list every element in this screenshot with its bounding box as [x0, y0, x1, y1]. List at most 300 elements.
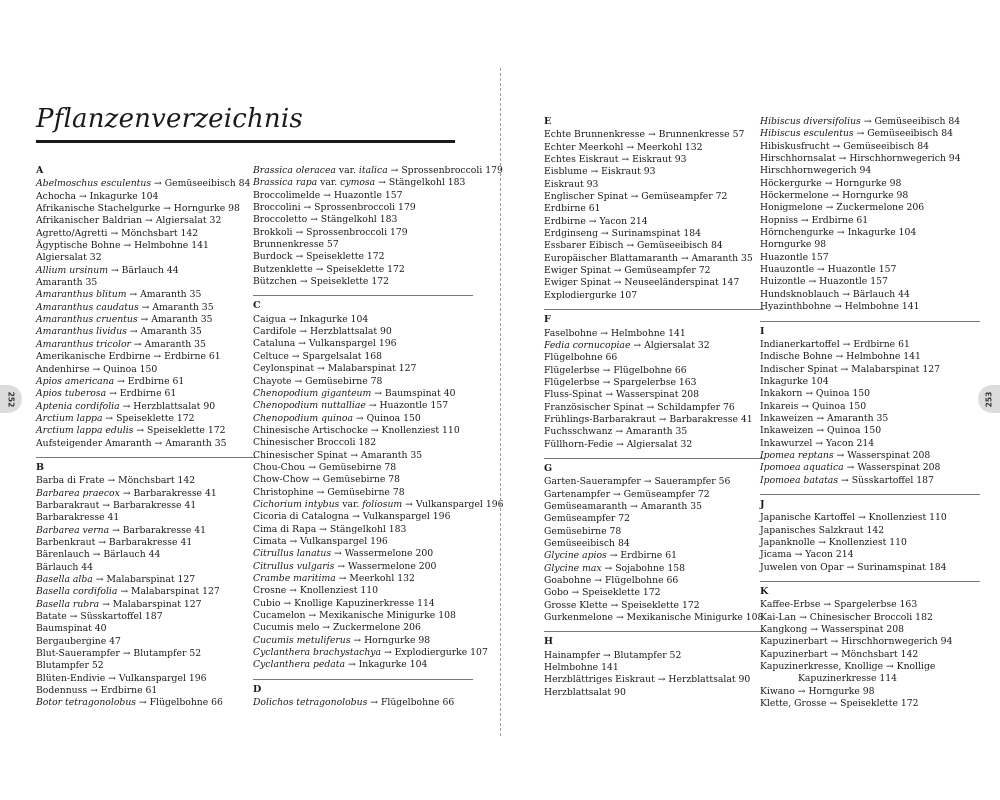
entry-text: → Sprossenbroccoli 179 [387, 165, 503, 176]
index-entry [36, 586, 256, 598]
index-entry [36, 364, 256, 376]
entry-text: → Vulkanspargel 196 [402, 498, 504, 510]
entry-text: Huauzontle → Huazontle 157 [760, 264, 897, 276]
index-section-a [36, 165, 256, 450]
index-entry [760, 425, 980, 437]
index-entry [253, 561, 473, 573]
index-entry [253, 598, 473, 610]
index-entry [253, 351, 473, 363]
index-entry [544, 489, 764, 501]
index-entry [253, 573, 473, 585]
botanical-name: Arctium lappa [36, 412, 103, 424]
entry-text: → Erdbirne 61 [106, 388, 177, 400]
entry-text: Bärlauch 44 [36, 561, 94, 573]
entry-text: Cucumis melo → Zuckermelone 206 [253, 622, 421, 634]
section-letter: F [544, 314, 551, 326]
index-entry [253, 376, 473, 388]
index-entry [544, 662, 764, 674]
botanical-name: Amaranthus lividus [36, 326, 127, 338]
index-entry [253, 548, 473, 560]
botanical-name: Amaranthus caudatus [36, 301, 139, 313]
entry-text: Japanknolle → Knollenziest 110 [760, 537, 907, 548]
index-column-2 [253, 165, 504, 709]
entry-text: → Barbarakresse 41 [109, 524, 207, 536]
entry-text: Echte Brunnenkresse → Brunnenkresse 57 [544, 129, 745, 141]
index-column-1 [36, 165, 256, 710]
page-number-left: 252 [6, 391, 16, 407]
entry-text: Füllhorn-Fedie → Algiersalat 32 [544, 438, 693, 450]
botanical-name: Arctium lappa edulis [36, 425, 134, 437]
index-entry [253, 177, 473, 189]
index-entry [36, 178, 256, 190]
index-entry [253, 326, 473, 338]
index-entry [760, 289, 980, 301]
index-entry [36, 240, 256, 252]
botanical-name: Basella cordifolia [36, 586, 118, 598]
index-entry [544, 253, 764, 265]
index-entry [760, 190, 980, 202]
entry-text: Celtuce → Spargelsalat 168 [253, 350, 383, 362]
entry-text: → Malabarspinat 127 [99, 598, 202, 610]
entry-text: Brokkoli → Sprossenbroccoli 179 [253, 226, 408, 238]
entry-text: Caigua → Inkagurke 104 [253, 313, 369, 325]
botanical-name: Barbarea praecox [36, 487, 120, 499]
index-entry [544, 687, 764, 699]
entry-text: Erdbirne 61 [544, 203, 601, 215]
section-letter: E [544, 116, 552, 127]
entry-text: Inkawurzel → Yacon 214 [760, 437, 875, 449]
index-entry [760, 364, 980, 376]
entry-text: Barbarakresse 41 [36, 512, 120, 524]
index-section-k [760, 581, 980, 710]
index-entry [544, 476, 764, 488]
entry-text: Algiersalat 32 [36, 252, 102, 264]
index-entry [544, 203, 764, 215]
index-entry [36, 562, 256, 574]
section-letter: C [253, 300, 261, 312]
index-entry [253, 400, 473, 412]
entry-text: Bodennuss → Erdbirne 61 [36, 685, 158, 697]
botanical-name: Cyclanthera pedata [253, 659, 346, 671]
botanical-name: Chenopodium giganteum [253, 387, 372, 399]
index-entry [253, 276, 473, 288]
index-entry [760, 661, 980, 686]
index-entry [36, 302, 256, 314]
index-entry [760, 227, 980, 239]
index-entry [36, 191, 256, 203]
index-column-3 [544, 116, 764, 699]
index-entry [36, 599, 256, 611]
botanical-name: Apios americana [36, 375, 115, 387]
entry-text: Erdbirne → Yacon 214 [544, 215, 648, 227]
entry-text: Flügelerbse → Flügelbohne 66 [544, 364, 687, 376]
entry-text: → Wassermelone 200 [334, 560, 437, 572]
entry-text: var. [317, 177, 341, 189]
entry-text: → Amaranth 35 [130, 338, 206, 350]
index-entry [36, 648, 256, 660]
index-entry [253, 338, 473, 350]
entry-text: Japanisches Salzkraut 142 [760, 524, 885, 536]
entry-text: Höckergurke → Horngurke 98 [760, 177, 902, 189]
index-entry [760, 537, 980, 549]
index-entry [544, 389, 764, 401]
botanical-name: Apios tuberosa [36, 388, 107, 400]
botanical-name: Chenopodium nuttalliae [253, 400, 366, 412]
section-letter: H [544, 636, 553, 648]
index-entry [760, 512, 980, 524]
index-entry [253, 413, 473, 425]
index-entry [253, 659, 473, 671]
index-entry [253, 474, 473, 486]
index-entry [253, 450, 473, 462]
botanical-name: Amaranthus cruentus [36, 314, 138, 326]
entry-text: Eiskraut 93 [544, 178, 599, 190]
index-entry [36, 277, 256, 289]
entry-text: Butzenklette → Speiseklette 172 [253, 263, 405, 275]
index-entry [544, 352, 764, 364]
index-entry [544, 179, 764, 191]
entry-text: → Wassermelone 200 [331, 548, 434, 560]
botanical-name: Brassica rapa [253, 177, 318, 189]
index-entry [544, 587, 764, 599]
entry-text: Cimata → Vulkanspargel 196 [253, 535, 388, 547]
entry-text: Horngurke 98 [760, 239, 827, 251]
index-section-c [253, 295, 504, 671]
entry-text: Kapuzinerbart → Mönchsbart 142 [760, 648, 919, 660]
entry-text: Cubio → Knollige Kapuzinerkresse 114 [253, 597, 435, 609]
index-entry [760, 276, 980, 288]
entry-text: Cataluna → Vulkanspargel 196 [253, 338, 397, 350]
botanical-name: foliosum [362, 498, 403, 510]
index-entry [36, 475, 256, 487]
entry-text: Afrikanischer Baldrian → Algiersalat 32 [36, 215, 222, 227]
entry-text: Herzblättriges Eiskraut → Herzblattsalat 90 [544, 674, 751, 686]
index-entry [760, 376, 980, 388]
section-letter: B [36, 461, 45, 473]
index-entry [36, 636, 256, 648]
botanical-name: Aptenia cordifolia [36, 400, 120, 412]
entry-text: Kapuzinerkresse, Knollige → Knollige Kapuzinerkresse 114 [760, 661, 936, 685]
entry-text: Gobo → Speiseklette 172 [544, 587, 661, 599]
botanical-name: Ipomea reptans [760, 449, 834, 461]
botanical-name: Amaranthus tricolor [36, 338, 131, 350]
entry-text: Englischer Spinat → Gemüseampfer 72 [544, 191, 728, 203]
index-entry [544, 228, 764, 240]
entry-text: Amerikanische Erdbirne → Erdbirne 61 [36, 351, 221, 363]
entry-text: → Explodiergurke 107 [381, 647, 488, 659]
entry-text: Broccolimelde → Huazontle 157 [253, 189, 403, 201]
entry-text: Achocha → Inkagurke 104 [36, 190, 159, 202]
entry-text: Goabohne → Flügelbohne 66 [544, 575, 679, 587]
entry-text: → Wasserspinat 208 [833, 449, 931, 461]
entry-text: Kaffee-Erbse → Spargelerbse 163 [760, 599, 918, 611]
index-section-f [544, 309, 764, 451]
index-section-g [544, 458, 764, 624]
entry-text: Bergaubergine 47 [36, 635, 121, 647]
entry-text: Frühlings-Barbarakraut → Barbarakresse 41 [544, 413, 753, 425]
entry-text: → Erdbirne 61 [606, 550, 677, 562]
entry-text: Eisblume → Eiskraut 93 [544, 166, 656, 178]
entry-text: Gemüseamaranth → Amaranth 35 [544, 500, 703, 512]
index-entry [36, 500, 256, 512]
entry-text: Burdock → Speiseklette 172 [253, 251, 385, 263]
index-entry [760, 612, 980, 624]
entry-text: Barba di Frate → Mönchsbart 142 [36, 475, 196, 487]
botanical-name: Cyclanthera brachystachya [253, 647, 382, 659]
entry-text: Inkaweizen → Amaranth 35 [760, 412, 889, 424]
index-entry [760, 698, 980, 710]
index-section-d [253, 679, 473, 710]
entry-text: Juwelen von Opar → Surinamspinat 184 [760, 561, 947, 573]
index-entry [253, 498, 504, 511]
entry-text: Faselbohne → Helmbohne 141 [544, 327, 686, 339]
botanical-name: Botor tetragonolobus [36, 697, 137, 709]
index-entry [36, 401, 256, 413]
section-letter: K [760, 586, 769, 598]
index-entry [36, 203, 256, 215]
index-entry [36, 326, 256, 338]
index-entry [253, 239, 473, 251]
entry-text: → Inkagurke 104 [345, 659, 428, 671]
entry-text: Baumspinat 40 [36, 623, 107, 635]
entry-text: Hainampfer → Blutampfer 52 [544, 649, 682, 661]
index-section-i [760, 321, 980, 487]
entry-text: Ewiger Spinat → Gemüseampfer 72 [544, 265, 711, 277]
entry-text: Helmbohne 141 [544, 662, 619, 674]
botanical-name: Chenopodium quinoa [253, 412, 353, 424]
index-entry [760, 624, 980, 636]
entry-text: → Amaranth 35 [126, 289, 202, 301]
entry-text: → Speiseklette 172 [133, 425, 226, 437]
entry-text: Bärenlauch → Bärlauch 44 [36, 549, 161, 561]
index-entry [36, 228, 256, 240]
entry-text: Cima di Rapa → Stängelkohl 183 [253, 523, 407, 535]
index-entry [544, 142, 764, 154]
entry-text: Chinesische Artischocke → Knollenziest 110 [253, 424, 460, 436]
index-entry [760, 438, 980, 450]
section-letter: I [760, 325, 765, 337]
entry-text: Gemüseampfer 72 [544, 513, 631, 525]
index-section-b [36, 457, 256, 710]
entry-text: Amaranth 35 [36, 277, 98, 289]
index-entry [36, 697, 256, 709]
index-entry [544, 426, 764, 438]
botanical-name: Cichorium intybus [253, 498, 340, 510]
entry-text: Chou-Chou → Gemüsebirne 78 [253, 461, 397, 473]
entry-text: Chinesischer Spinat → Amaranth 35 [253, 449, 423, 461]
entry-text: Kai-Lan → Chinesischer Broccoli 182 [760, 611, 933, 623]
entry-text: Andenhirse → Quinoa 150 [36, 363, 158, 375]
index-entry [36, 537, 256, 549]
entry-text: Hörnchengurke → Inkagurke 104 [760, 227, 917, 239]
entry-text: Aufsteigender Amaranth → Amaranth 35 [36, 437, 227, 449]
index-entry [544, 600, 764, 612]
index-entry [544, 191, 764, 203]
index-entry [36, 351, 256, 363]
index-entry [544, 328, 764, 340]
entry-text: Französischer Spinat → Schildampfer 76 [544, 401, 735, 413]
entry-text: Kangkong → Wasserspinat 208 [760, 624, 905, 636]
index-entry [36, 289, 256, 301]
index-entry [760, 549, 980, 561]
botanical-name: Fedia cornucopiae [544, 339, 631, 351]
entry-text: Huizontle → Huazontle 157 [760, 276, 888, 288]
index-entry [760, 165, 980, 177]
index-entry [253, 363, 473, 375]
entry-text: → Gemüseeibisch 84 [860, 116, 961, 127]
entry-text: var. [335, 165, 359, 176]
index-entry [253, 388, 473, 400]
entry-text: Herzblattsalat 90 [544, 686, 626, 698]
index-entry [544, 240, 764, 252]
entry-text: Gurkenmelone → Mexikanische Minigurke 108 [544, 612, 764, 624]
index-entry [544, 365, 764, 377]
entry-text: → Baumspinat 40 [371, 387, 456, 399]
index-entry [760, 239, 980, 251]
index-entry [253, 647, 488, 659]
botanical-name: Citrullus lanatus [253, 548, 332, 560]
index-entry [544, 216, 764, 228]
index-entry [760, 339, 980, 351]
entry-text: Ägyptische Bohne → Helmbohne 141 [36, 240, 209, 252]
index-entry [544, 501, 764, 513]
index-entry [253, 697, 473, 709]
index-entry [760, 141, 980, 153]
entry-text: Broccoletto → Stängelkohl 183 [253, 214, 398, 226]
index-entry [760, 264, 980, 276]
index-entry [760, 401, 980, 413]
index-entry [253, 165, 503, 177]
entry-text: → Barbarakresse 41 [119, 487, 217, 499]
entry-text: Essbarer Eibisch → Gemüseeibisch 84 [544, 240, 723, 252]
index-entry [544, 538, 764, 550]
entry-text: Kiwano → Horngurke 98 [760, 685, 875, 697]
index-entry [544, 526, 764, 538]
botanical-name: Allium ursinum [36, 264, 108, 276]
page-title: Pflanzenverzeichnis [36, 104, 303, 134]
page-number-right: 253 [984, 391, 994, 407]
entry-text: Inkakorn → Quinoa 150 [760, 388, 871, 400]
entry-text: Grosse Klette → Speiseklette 172 [544, 599, 700, 611]
entry-text: Indische Bohne → Helmbohne 141 [760, 351, 921, 363]
index-entry [36, 611, 256, 623]
entry-text: Hyazinthbohne → Helmbohne 141 [760, 301, 920, 313]
index-entry [253, 264, 473, 276]
index-entry [36, 438, 256, 450]
index-entry [544, 563, 764, 575]
index-entry [544, 550, 764, 562]
section-letter: D [253, 683, 262, 695]
index-entry [36, 252, 256, 264]
index-entry [36, 413, 256, 425]
botanical-name: Hibiscus esculentus [760, 128, 854, 140]
entry-text: Gemüsebirne 78 [544, 525, 622, 537]
entry-text: → Flügelbohne 66 [367, 697, 455, 709]
entry-text: Inkaweizen → Quinoa 150 [760, 425, 882, 437]
index-entry [253, 462, 473, 474]
entry-text: → Wasserspinat 208 [843, 462, 941, 474]
index-entry [253, 227, 473, 239]
entry-text: → Meerkohl 132 [335, 573, 415, 584]
entry-text: Crosne → Knollenziest 110 [253, 585, 379, 597]
index-section-h [544, 631, 764, 699]
botanical-name: Ipomoea batatas [760, 474, 839, 486]
index-entry [760, 388, 980, 400]
entry-text: Chow-Chow → Gemüsebirne 78 [253, 474, 401, 486]
entry-text: → Huazontle 157 [365, 400, 449, 412]
index-section-continued [760, 116, 980, 314]
index-entry [36, 425, 256, 437]
entry-text: Fluss-Spinat → Wasserspinat 208 [544, 389, 700, 401]
botanical-name: italica [358, 165, 388, 176]
section-letter: J [760, 498, 765, 510]
botanical-name: Basella alba [36, 574, 93, 585]
entry-text: Hopniss → Erdbirne 61 [760, 214, 869, 226]
botanical-name: Barbarea verna [36, 524, 110, 536]
botanical-name: Hibiscus diversifolius [760, 116, 861, 127]
entry-text: Garten-Sauerampfer → Sauerampfer 56 [544, 476, 731, 488]
entry-text: Explodiergurke 107 [544, 289, 638, 301]
index-entry [253, 622, 473, 634]
entry-text: Blüten-Endivie → Vulkanspargel 196 [36, 672, 207, 684]
entry-text: Broccolini → Sprossenbroccoli 179 [253, 202, 416, 214]
index-entry [544, 265, 764, 277]
index-entry [253, 314, 473, 326]
index-entry [253, 635, 473, 647]
entry-text: Blutampfer 52 [36, 660, 104, 672]
entry-text: Hirschhornsalat → Hirschhornwegerich 94 [760, 153, 961, 165]
entry-text: Fuchsschwanz → Amaranth 35 [544, 426, 688, 438]
entry-text: var. [339, 498, 363, 510]
index-entry [544, 612, 764, 624]
entry-text: → Gemüseeibisch 84 [151, 178, 251, 190]
index-entry [760, 636, 980, 648]
index-entry [760, 128, 980, 140]
right-page [500, 0, 1000, 800]
index-entry [36, 623, 256, 635]
entry-text: Flügelerbse → Spargelerbse 163 [544, 376, 697, 388]
entry-text: → Gemüseeibisch 84 [853, 128, 954, 140]
index-entry [36, 314, 256, 326]
index-entry [544, 650, 764, 662]
entry-text: Ceylonspinat → Malabarspinat 127 [253, 363, 417, 375]
index-entry [36, 339, 256, 351]
entry-text: → Algiersalat 32 [630, 339, 710, 351]
entry-text: Christophine → Gemüsebirne 78 [253, 486, 405, 498]
index-entry [253, 202, 473, 214]
entry-text: Klette, Grosse → Speiseklette 172 [760, 698, 919, 710]
entry-text: Gartenampfer → Gemüseampfer 72 [544, 488, 710, 500]
index-entry [36, 525, 256, 537]
entry-text: Inkareis → Quinoa 150 [760, 400, 867, 412]
entry-text: Inkagurke 104 [760, 375, 829, 387]
entry-text: → Herzblattsalat 90 [119, 400, 216, 412]
entry-text: Huazontle 157 [760, 251, 829, 263]
index-entry [36, 574, 256, 586]
entry-text: → Stängelkohl 183 [375, 177, 466, 189]
section-letter: G [544, 462, 553, 474]
index-entry [253, 524, 473, 536]
index-entry [760, 116, 980, 128]
botanical-name: Ipomoea aquatica [760, 462, 844, 474]
index-entry [36, 376, 256, 388]
entry-text: → Amaranth 35 [126, 326, 202, 338]
entry-text: Barbarakraut → Barbarakresse 41 [36, 499, 197, 511]
index-entry [544, 154, 764, 166]
title-underline [36, 140, 455, 143]
entry-text: Honigmelone → Zuckermelone 206 [760, 202, 925, 214]
index-entry [253, 190, 473, 202]
